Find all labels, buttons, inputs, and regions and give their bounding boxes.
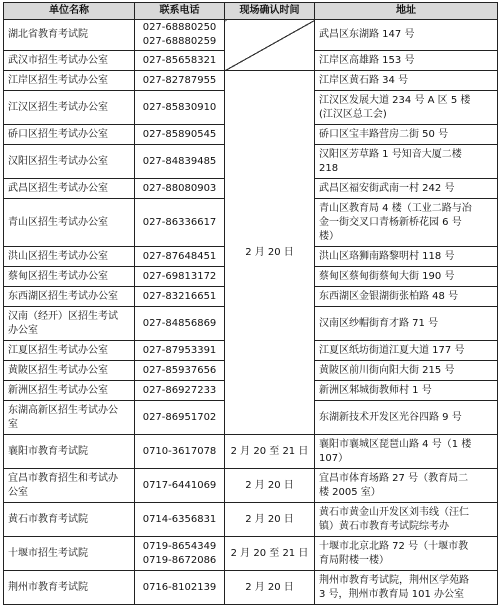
cell-unit — [4, 503, 135, 537]
phone-line: 0719-8654349 — [142, 540, 217, 552]
cell-address — [315, 267, 498, 287]
cell-phone — [135, 361, 225, 381]
cell-unit — [4, 571, 135, 605]
address-line: 江岸区黄石路 34 号 — [319, 74, 409, 86]
cell-phone — [135, 341, 225, 361]
cell-unit — [4, 361, 135, 381]
unit-line: 洪山区招生考试办公室 — [8, 250, 108, 262]
cell-address — [315, 435, 498, 469]
cell-address — [315, 179, 498, 199]
address-line: 育局附楼一楼） — [319, 554, 389, 566]
unit-line: 武昌区招生考试办公室 — [8, 182, 108, 194]
unit-line: 黄石市教育考试院 — [8, 513, 88, 525]
cell-address — [315, 91, 498, 125]
cell-unit — [4, 71, 135, 91]
address-line: 洪山区珞狮南路黎明村 118 号 — [319, 250, 455, 262]
address-line: 硚口区宝丰路营房二街 50 号 — [319, 128, 449, 140]
cell-unit — [4, 287, 135, 307]
cell-address — [315, 199, 498, 247]
address-line: 楼 2005 室） — [319, 486, 381, 498]
address-line: 十堰市北京北路 72 号（十堰市教 — [319, 540, 469, 552]
cell-time: 2 月 20 至 21 日 — [225, 537, 315, 571]
cell-address — [315, 341, 498, 361]
cell-address — [315, 51, 498, 71]
cell-time-merged: 2 月 20 日 — [225, 71, 315, 435]
cell-phone — [135, 247, 225, 267]
cell-address — [315, 469, 498, 503]
address-line: 东湖新技术开发区光谷四路 9 号 — [319, 411, 462, 423]
unit-line: 汉阳区招生考试办公室 — [8, 155, 108, 167]
address-line: 青山区教育局 4 楼（工业二路与冶 — [319, 202, 472, 214]
cell-time: 2 月 20 日 — [225, 503, 315, 537]
phone-line: 027-85937656 — [142, 364, 217, 376]
header-unit: 单位名称 — [4, 3, 135, 20]
cell-address — [315, 503, 498, 537]
phone-line: 0719-8672086 — [142, 554, 217, 566]
phone-line: 027-86951702 — [142, 411, 217, 423]
unit-line: 江岸区招生考试办公室 — [8, 74, 108, 86]
cell-phone — [135, 503, 225, 537]
cell-unit — [4, 199, 135, 247]
unit-line: 江夏区招生考试办公室 — [8, 344, 108, 356]
cell-address — [315, 145, 498, 179]
table-row — [4, 435, 498, 469]
table-body — [4, 20, 498, 605]
header-time: 现场确认时间 — [225, 3, 315, 20]
phone-line: 0710-3617078 — [142, 445, 217, 457]
phone-line: 027-69813172 — [142, 270, 217, 282]
unit-line: 东西湖区招生考试办公室 — [8, 290, 118, 302]
table-row — [4, 537, 498, 571]
table-row — [4, 469, 498, 503]
phone-line: 027-85830910 — [142, 101, 217, 113]
unit-line: 东湖高新区招生考试办公 — [8, 404, 118, 416]
header-phone: 联系电话 — [135, 3, 225, 20]
cell-phone — [135, 179, 225, 199]
cell-address — [315, 125, 498, 145]
unit-line: 青山区招生考试办公室 — [8, 216, 108, 228]
unit-line: 汉南（经开）区招生考试 — [8, 310, 118, 322]
address-line: 汉南区纱帽街育才路 71 号 — [319, 317, 439, 329]
cell-phone — [135, 435, 225, 469]
table-row — [4, 71, 498, 91]
cell-unit — [4, 381, 135, 401]
cell-address — [315, 361, 498, 381]
cell-address — [315, 381, 498, 401]
cell-unit — [4, 401, 135, 435]
address-line: 镇）黄石市教育考试院综考办 — [319, 520, 449, 532]
cell-address — [315, 401, 498, 435]
cell-phone — [135, 469, 225, 503]
table-row — [4, 503, 498, 537]
cell-address — [315, 247, 498, 267]
cell-unit — [4, 91, 135, 125]
cell-phone — [135, 145, 225, 179]
cell-phone — [135, 125, 225, 145]
phone-line: 027-86336617 — [142, 216, 217, 228]
phone-line: 027-87953391 — [142, 344, 217, 356]
header-row — [4, 3, 498, 20]
phone-line: 027-82787955 — [142, 74, 217, 86]
address-line: 107） — [319, 452, 349, 464]
phone-line: 027-88080903 — [142, 182, 217, 194]
cell-phone — [135, 287, 225, 307]
address-line: 宜昌市体育场路 27 号（教育局二 — [319, 472, 469, 484]
cell-address — [315, 307, 498, 341]
phone-line: 027-85658321 — [142, 54, 217, 66]
cell-unit — [4, 435, 135, 469]
cell-phone — [135, 20, 225, 51]
cell-unit — [4, 247, 135, 267]
exam-office-table — [3, 2, 498, 605]
cell-unit — [4, 125, 135, 145]
unit-line: 湖北省教育考试院 — [8, 29, 88, 40]
unit-line: 荆州市教育考试院 — [8, 581, 88, 593]
unit-line: 黄陂区招生考试办公室 — [8, 364, 108, 376]
address-line: 蔡甸区蔡甸街蔡甸大街 190 号 — [319, 270, 455, 282]
phone-line: 027-83216651 — [142, 290, 217, 302]
document — [3, 2, 497, 605]
header-address: 地址 — [315, 3, 498, 20]
cell-phone — [135, 571, 225, 605]
cell-unit — [4, 469, 135, 503]
cell-phone — [135, 199, 225, 247]
cell-address — [315, 571, 498, 605]
cell-address — [315, 20, 498, 51]
cell-time: 2 月 20 至 21 日 — [225, 435, 315, 469]
cell-unit — [4, 145, 135, 179]
cell-phone — [135, 307, 225, 341]
cell-phone — [135, 71, 225, 91]
address-line: 襄阳市襄城区琵琶山路 4 号（1 楼 — [319, 438, 472, 450]
phone-line: 027-84839485 — [142, 155, 217, 167]
unit-line: 宜昌市教育招生和考试办 — [8, 472, 118, 484]
phone-line: 027-85890545 — [142, 128, 217, 140]
unit-line: 办公室 — [8, 324, 38, 336]
cell-phone — [135, 381, 225, 401]
unit-line: 室 — [8, 418, 18, 430]
cell-unit — [4, 20, 135, 51]
cell-phone — [135, 51, 225, 71]
cell-time-empty — [225, 20, 315, 71]
address-line: 江夏区纸坊街道江夏大道 177 号 — [319, 344, 465, 356]
unit-line: 蔡甸区招生考试办公室 — [8, 270, 108, 282]
unit-line: 硚口区招生考试办公室 — [8, 128, 108, 140]
cell-address — [315, 71, 498, 91]
cell-time: 2 月 20 日 — [225, 469, 315, 503]
cell-phone — [135, 91, 225, 125]
unit-line: 新洲区招生考试办公室 — [8, 384, 108, 396]
table-row — [4, 20, 498, 51]
address-line: 新洲区邾城街教师村 1 号 — [319, 384, 432, 396]
address-line: 江汉区发展大道 234 号 A 区 5 楼 — [319, 94, 471, 106]
address-line: 黄石市黄金山开发区刘韦线（汪仁 — [319, 506, 469, 518]
phone-line: 027-68880250 — [142, 22, 217, 33]
phone-line: 0717-6441069 — [142, 479, 217, 491]
cell-time: 2 月 20 日 — [225, 571, 315, 605]
address-line: 江岸区高雄路 153 号 — [319, 54, 415, 66]
cell-address — [315, 537, 498, 571]
unit-line: 十堰市招生考试院 — [8, 547, 88, 559]
cell-phone — [135, 267, 225, 287]
address-line: 黄陂区前川街向阳大街 215 号 — [319, 364, 455, 376]
cell-phone — [135, 537, 225, 571]
unit-line: 襄阳市教育考试院 — [8, 445, 88, 457]
cell-phone — [135, 401, 225, 435]
address-line: 金一街交叉口青杨新桥花园 6 号 — [319, 216, 462, 228]
phone-line: 0716-8102139 — [142, 581, 217, 593]
address-line: 荆州市教育考试院，荆州区学苑路 — [319, 574, 469, 586]
address-line: 东西湖区金银湖街张柏路 48 号 — [319, 290, 459, 302]
address-line: 218 — [319, 162, 339, 174]
address-line: 武昌区东湖路 147 号 — [319, 29, 415, 40]
unit-line: 公室 — [8, 486, 28, 498]
cell-unit — [4, 267, 135, 287]
address-line: 3 号，荆州市教育局 101 办公室 — [319, 588, 464, 600]
phone-line: 027-86927233 — [142, 384, 217, 396]
phone-line: 027-68880259 — [142, 36, 217, 47]
address-line: 汉阳区芳草路 1 号知音大厦二楼 — [319, 148, 462, 160]
cell-unit — [4, 537, 135, 571]
cell-unit — [4, 307, 135, 341]
unit-line: 江汉区招生考试办公室 — [8, 101, 108, 113]
unit-line: 武汉市招生考试办公室 — [8, 54, 108, 66]
cell-address — [315, 287, 498, 307]
phone-line: 027-84856869 — [142, 317, 217, 329]
address-line: 楼） — [319, 230, 339, 242]
address-line: (江汉区总工会) — [319, 108, 387, 120]
cell-unit — [4, 51, 135, 71]
cell-unit — [4, 341, 135, 361]
phone-line: 027-87648451 — [142, 250, 217, 262]
cell-unit — [4, 179, 135, 199]
address-line: 武昌区福安街武南一村 242 号 — [319, 182, 455, 194]
table-row — [4, 571, 498, 605]
phone-line: 0714-6356831 — [142, 513, 217, 525]
